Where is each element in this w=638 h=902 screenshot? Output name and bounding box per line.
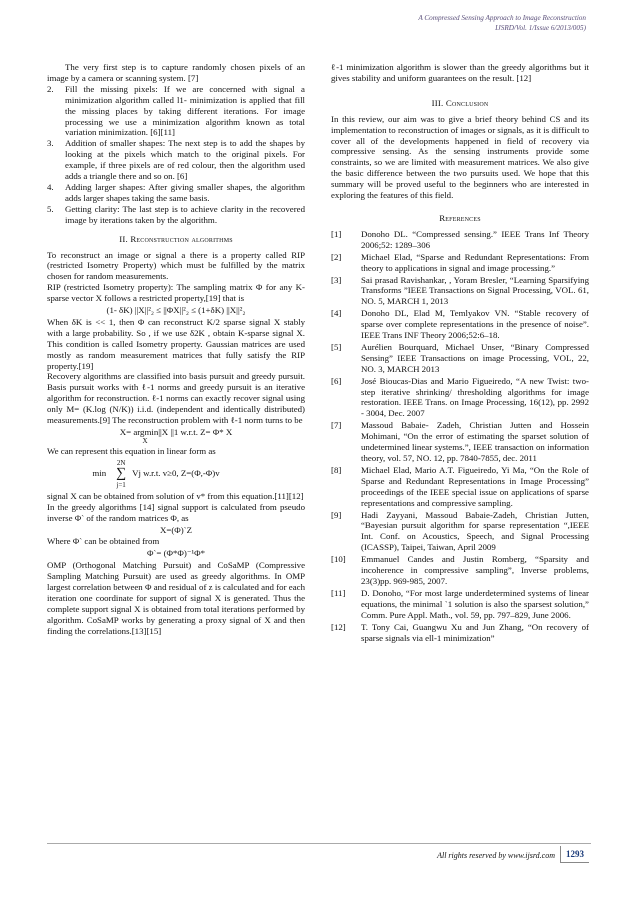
step-item bbox=[47, 204, 305, 226]
section-number: II. bbox=[119, 233, 128, 244]
section-title: Conclusion bbox=[445, 97, 489, 108]
ref-text: T. Tony Cai, Guangwu Xu and Jun Zhang, “On recovery of sparse signals via ell-1 minimization” bbox=[361, 621, 589, 643]
min-operator: min bbox=[92, 468, 107, 479]
paragraph: We can represent this equation in linear form as bbox=[47, 445, 216, 456]
ref-number: [11] bbox=[331, 587, 346, 598]
step-text: Adding larger shapes: After giving smaller shapes, the algorithm adds larger shapes taking the same basis. bbox=[65, 181, 305, 203]
ref-text: Donoho DL. “Compressed sensing.” IEEE Trans Inf Theory 2006;52: 1289–306 bbox=[361, 228, 589, 250]
reference-item bbox=[331, 510, 589, 554]
ref-text: Michael Elad, Mario A.T. Figueiredo, Yi Ma, “On the Role of Sparse and Redundant Representations in Image Processing” proceedings of the IEEE special issue on applications of sparse representations and compressive sampling. bbox=[361, 464, 589, 508]
linear-program-equation bbox=[7, 459, 305, 489]
paragraph: RIP (restricted Isometry property): The sampling matrix Φ for any K-sparse vector X follows a restricted property,[19] that is bbox=[47, 282, 305, 304]
ref-text: Hadi Zayyani, Massoud Babaie-Zadeh, Christian Jutten, “Bayesian pursuit algorithm for sparse representation “,IEEE Int. Conf. on Acoustics, Speech, and Signal Processing (ICASSP), Taipei, Taiwan, April 2009 bbox=[361, 509, 589, 553]
reference-item bbox=[331, 342, 589, 375]
ref-number: [3] bbox=[331, 274, 342, 285]
ref-number: [9] bbox=[331, 509, 342, 520]
l1-equation bbox=[47, 427, 305, 445]
footer-rights: All rights reserved by www.ijsrd.com bbox=[437, 851, 555, 860]
ref-number: [8] bbox=[331, 464, 342, 475]
paragraph: When δK is << 1, then Φ can reconstruct K/2 sparse signal X stably with a large probability. So , if we use δ2K , obtain K-sparse signal X. This condition is called Isometry property. Gaussian matrices are used mostly as random measurement matrices that fully satisfy the RIP property.[19] bbox=[47, 316, 305, 371]
step-text: Getting clarity: The last step is to achieve clarity in the recovered image by iterations taken by the algorithm. bbox=[65, 203, 305, 225]
reference-item bbox=[331, 588, 589, 621]
ref-text: Donoho DL, Elad M, Temlyakov VN. “Stable recovery of sparse over complete representations in the presence of noise”. IEEE Trans INF Theory 2006;52:6–18. bbox=[361, 308, 589, 341]
ref-number: [2] bbox=[331, 251, 342, 262]
ref-text: Emmanuel Candes and Justin Romberg, “Sparsity and incoherence in compressive sampling”, Inverse problems, 23(3)pp. 969-985, 2007. bbox=[361, 554, 589, 586]
step-text: Addition of smaller shapes: The next step is to add the shapes by looking at the pixels which match to the original pixels. For example, if three pixels are of red colour, then the algorithm used adds a triangle there and so on. [6] bbox=[65, 138, 305, 182]
step-text: Fill the missing pixels: If we are concerned with signal a minimization algorithm called l1- minimization is applied that fill the missing places by taking different iterations. For image processing we use a minimization algorithm known as total variation minimization. [6][11] bbox=[65, 83, 305, 138]
step-number: 5. bbox=[47, 203, 54, 214]
ref-text: Massoud Babaie- Zadeh, Christian Jutten and Hossein Mohimani, “On the error of estimating the sparset solution of undetermined linear systems.”, IEEE transaction on information theory, vol. 57, NO. 12, pp. 7840-7855, dec. 2011 bbox=[361, 420, 589, 463]
ref-text: D. Donoho, “For most large underdetermined systems of linear equations, the minimal `1 solution is also the sparsest solution,” Comm. Pure Appl. Math., vol. 59, pp. 797–829, June 2006. bbox=[361, 587, 589, 620]
step-item bbox=[47, 182, 305, 204]
step-number: 4. bbox=[47, 181, 54, 192]
l1-equation-main: X= argmin||X ||1 w.r.t. Z= Φ* X bbox=[119, 427, 233, 437]
phi-equation: Φ`= (Φ*Φ)⁻¹Φ* bbox=[146, 548, 206, 559]
sum-lower-limit: j=1 bbox=[116, 480, 126, 489]
ref-number: [4] bbox=[331, 308, 342, 319]
ref-number: [1] bbox=[331, 228, 342, 239]
step-item bbox=[47, 138, 305, 182]
paragraph: OMP (Orthogonal Matching Pursuit) and CoSaMP (Compressive Sampling Matching Pursuit) are used as greedy algorithms. In OMP largest correlation between Φ and residual of z is calculated and for each iteration one coordinate for support of signal X is generated. Thus the complete support signal X is obtained from total iterations performed by algorithm. CoSaMP works by generating a proxy signal of X and then finding the correlations.[13][15] bbox=[47, 560, 305, 636]
conclusion-text: In this review, our aim was to give a brief theory behind CS and its implementation to reconstruction of images or signals, as it is difficult to cover all of the developments happened in field of recovery via compressive sensing. As the sensing instruments provide some constraints, so we are limited with measurement matrices. We also give the basic difference between the two pursuits used. We hope that this summary will be proved useful to the beginners who are interested in exploring the features of this field. bbox=[331, 113, 589, 201]
ref-text: José Bioucas-Dias and Mario Figueiredo, “A new Twist: two-step iterative shrinking/ thresholding algorithms for image restoration. IEEE Trans. on Image Processing, 16(12), pp. 2992 - 3004, Dec. 2007 bbox=[361, 375, 589, 419]
ref-number: [6] bbox=[331, 375, 342, 386]
section-number: III. bbox=[431, 97, 444, 108]
sum-upper-limit: 2N bbox=[116, 458, 126, 467]
ref-number: [7] bbox=[331, 420, 342, 431]
l1-equation-sub: X bbox=[142, 436, 148, 445]
ref-text: Aurélien Bourquard, Michael Unser, “Binary Compressed Sensing” IEEE Transactions on image Processing, VOL, 22, NO. 3, MARCH 2013 bbox=[361, 341, 589, 374]
reference-item bbox=[331, 275, 589, 308]
references-heading bbox=[331, 213, 589, 224]
references-title: References bbox=[439, 212, 481, 223]
section-heading-2 bbox=[47, 234, 305, 245]
reference-item bbox=[331, 554, 589, 587]
paragraph: Where Φ` can be obtained from bbox=[47, 536, 160, 547]
ref-text: Michael Elad, “Sparse and Redundant Representations: From theory to applications in signal and image processing.” bbox=[361, 251, 589, 273]
paragraph: Recovery algorithms are classified into basis pursuit and greedy pursuit. Basis pursuit works with ℓ-1 norms and greedy pursuit is an iterative algorithm for reconstruction. ℓ-1 norms can exactly recover signal using only M= (K.log (N/K)) i.i.d. (independent and identically distributed) measurements.[9] The reconstruction problem with ℓ-1 norm turns to be bbox=[47, 371, 305, 426]
section-title: Reconstruction algorithms bbox=[130, 233, 233, 244]
reference-item bbox=[331, 465, 589, 509]
reference-item bbox=[331, 420, 589, 464]
header-title: A Compressed Sensing Approach to Image Reconstruction bbox=[418, 14, 586, 22]
paragraph: ℓ-1 minimization algorithm is slower than the greedy algorithms but it gives stability and uniform guarantees on the result. [12] bbox=[331, 62, 589, 83]
paragraph: signal X can be obtained from solution of v* from this equation.[11][12] bbox=[47, 490, 304, 501]
ref-number: [5] bbox=[331, 341, 342, 352]
ref-text: Sai prasad Ravishankar, , Yoram Bresler, “Learning Sparsifying Transforms ”IEEE Transactions on Signal Processing, VOL. 61, NO. 5, MARCH 1, 2013 bbox=[361, 274, 589, 307]
step-item bbox=[47, 84, 305, 139]
right-column bbox=[331, 62, 589, 644]
ref-number: [12] bbox=[331, 621, 346, 632]
step-number: 3. bbox=[47, 138, 54, 149]
pseudo-inverse-equation: X=(Φ)`Z bbox=[159, 524, 193, 535]
summation bbox=[116, 459, 126, 489]
sigma-symbol: ∑ bbox=[116, 465, 127, 481]
ref-number: [10] bbox=[331, 554, 346, 565]
reference-item bbox=[331, 622, 589, 644]
step-1-text: The very first step is to capture randomly chosen pixels of an image by a camera or scanning system. [7] bbox=[47, 62, 305, 83]
reference-list bbox=[331, 229, 589, 644]
header-journal: IJSRD/Vol. 1/Issue 6/2013/005) bbox=[495, 23, 586, 32]
left-column bbox=[47, 62, 305, 637]
rip-equation: (1- δK) ||X||²₂ ≤ ||ΦX||²₂ ≤ (1+δK) ||X||²₂ bbox=[106, 305, 246, 316]
running-header bbox=[418, 14, 586, 33]
process-steps bbox=[47, 84, 305, 226]
reference-item bbox=[331, 376, 589, 420]
paragraph: In the greedy algorithms [14] signal support is calculated from pseudo inverse Φ` of the random matrices Φ, as bbox=[47, 501, 305, 523]
sum-body: Vj w.r.t. v≥0, Z=(Φ,-Φ)v bbox=[132, 468, 220, 479]
step-number: 2. bbox=[47, 83, 54, 94]
section-heading-3 bbox=[331, 98, 589, 109]
reference-item bbox=[331, 229, 589, 251]
page-number: 1293 bbox=[560, 846, 589, 863]
reference-item bbox=[331, 252, 589, 274]
paragraph: To reconstruct an image or signal a there is a property called RIP (restricted Isometry Property) which must be fulfilled by the matrix chosen for random measurements. bbox=[47, 249, 305, 282]
footer-rule bbox=[47, 843, 591, 844]
reference-item bbox=[331, 308, 589, 341]
